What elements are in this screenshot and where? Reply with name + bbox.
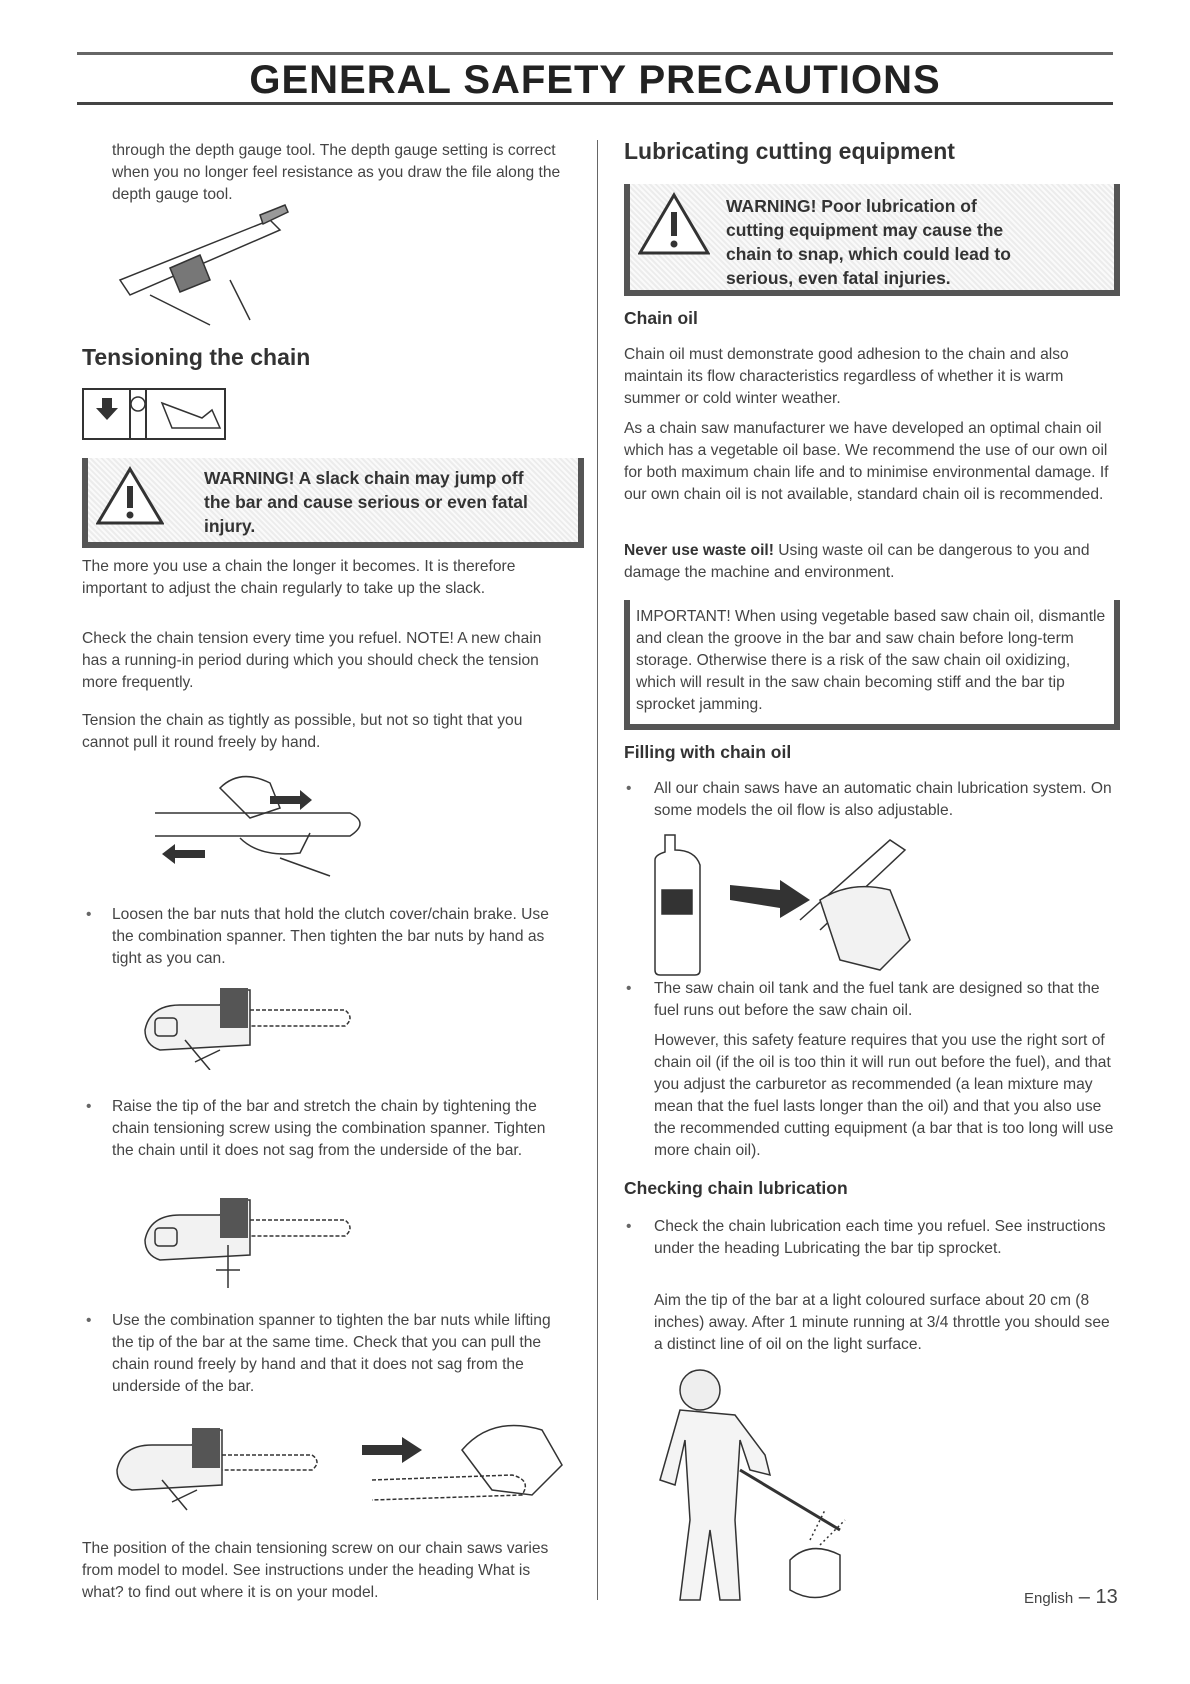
important-box-vegetable-oil <box>624 600 1120 730</box>
section-title-lubricating: Lubricating cutting equipment <box>624 138 955 164</box>
column-divider <box>597 140 598 1600</box>
header-rule-top <box>77 52 1113 55</box>
depth-gauge-illustration <box>110 200 290 330</box>
tighten-screw-illustration <box>140 1190 360 1290</box>
oil-can-and-saw-illustration <box>650 830 950 980</box>
subsection-title-chain-oil: Chain oil <box>624 308 698 328</box>
footer-language: English <box>1024 1590 1074 1607</box>
paragraph-chain-longer: The more you use a chain the longer it becomes. It is therefore important to adjust the chain regularly to take up the slack. <box>82 558 516 597</box>
never-waste-oil-rest: Using waste oil can be dangerous to you and damage the machine and environment. <box>624 542 1090 581</box>
important-text: IMPORTANT! When using vegetable based saw chain oil, dismantle and clean the groove in the bar and saw chain before long-term storage. Otherwise there is a risk of the saw chain oil oxidizing, which will result in the saw chain becoming stiff and the bar tip sprocket jamming. <box>636 608 1106 713</box>
warning-triangle-icon <box>638 192 710 256</box>
page-footer <box>1024 1586 1118 1609</box>
tighten-and-lift-illustration <box>112 1410 572 1520</box>
bullet-check-lubrication: Check the chain lubrication each time you refuel. See instructions under the heading Lubricating the bar tip sprocket. <box>654 1218 1106 1257</box>
section-title-tensioning: Tensioning the chain <box>82 344 311 370</box>
paragraph-check-tension: Check the chain tension every time you refuel. NOTE! A new chain has a running-in period during which you should check the tension more frequently. <box>82 630 542 691</box>
hand-pulling-chain-illustration <box>150 758 380 878</box>
warning-text-slack-chain: WARNING! A slack chain may jump off the bar and cause serious or even fatal injury. <box>204 468 528 536</box>
operator-checking-lubrication-illustration <box>640 1360 860 1610</box>
bullet-marker: • <box>626 980 632 997</box>
warning-text-poor-lubrication: WARNING! Poor lubrication of cutting equipment may cause the chain to snap, which could lead to serious, even fatal injuries. <box>726 196 1011 288</box>
bullet-marker: • <box>86 1312 92 1329</box>
paragraph-tension-tight: Tension the chain as tightly as possible, but not so tight that you cannot pull it round freely by hand. <box>82 712 523 751</box>
paragraph-chain-oil-adhesion: Chain oil must demonstrate good adhesion to the chain and also maintain its flow characteristics regardless of whether it is warm summer or cold winter weather. <box>624 346 1069 407</box>
bullet-loosen-nuts: Loosen the bar nuts that hold the clutch cover/chain brake. Use the combination spanner. Then tighten the bar nuts by hand as tight as you can. <box>112 906 549 967</box>
page-number: 13 <box>1095 1586 1118 1608</box>
symbol-icons-strip <box>82 388 226 440</box>
subsection-title-checking: Checking chain lubrication <box>624 1178 848 1198</box>
paragraph-never-waste-oil <box>624 540 1114 584</box>
paragraph-aim-tip: Aim the tip of the bar at a light coloured surface about 20 cm (8 inches) away. After 1 minute running at 3/4 throttle you should see a distinct line of oil on the light surface. <box>654 1292 1110 1353</box>
paragraph-chain-oil-vegetable: As a chain saw manufacturer we have developed an optimal chain oil which has a vegetable oil base. We recommend the use of our own oil for both maximum chain life and to minimise environmental damage. If our own chain oil is not available, standard chain oil is recommended. <box>624 420 1109 503</box>
bullet-marker: • <box>86 1098 92 1115</box>
bullet-automatic-lubrication: All our chain saws have an automatic chain lubrication system. On some models the oil flow is also adjustable. <box>654 780 1112 819</box>
header-rule-bottom <box>77 102 1113 105</box>
bullet-marker: • <box>626 1218 632 1235</box>
intro-paragraph: through the depth gauge tool. The depth gauge setting is correct when you no longer feel resistance as you draw the file along the depth gauge tool. <box>112 142 561 203</box>
footer-separator: – <box>1073 1586 1096 1608</box>
warning-triangle-icon <box>96 466 164 526</box>
paragraph-screw-position: The position of the chain tensioning screw on our chain saws varies from model to model. See instructions under the heading What is what? to find out where it is on your model. <box>82 1540 549 1601</box>
never-waste-oil-bold: Never use waste oil! <box>624 542 774 559</box>
bullet-marker: • <box>626 780 632 797</box>
paragraph-safety-feature: However, this safety feature requires that you use the right sort of chain oil (if the oil is too thin it will run out before the fuel), and that you adjust the carburetor as recommended (a lean mixture may mean that the fuel lasts longer than the oil) and that you also use the recommended cutting equipment (a bar that is too long will use more chain oil). <box>654 1032 1114 1159</box>
bullet-tank-design: The saw chain oil tank and the fuel tank are designed so that the fuel runs out before the saw chain oil. <box>654 980 1100 1019</box>
bullet-raise-tip: Raise the tip of the bar and stretch the chain by tightening the chain tensioning screw using the combination spanner. Tighten the chain until it does not sag from the underside of the bar. <box>112 1098 546 1159</box>
warning-box-slack-chain <box>82 458 584 548</box>
subsection-title-filling: Filling with chain oil <box>624 742 792 762</box>
loosen-nuts-illustration <box>140 980 360 1070</box>
warning-box-poor-lubrication <box>624 184 1120 296</box>
bullet-marker: • <box>86 906 92 923</box>
page-title: GENERAL SAFETY PRECAUTIONS <box>249 58 941 102</box>
bullet-tighten-nuts: Use the combination spanner to tighten the bar nuts while lifting the tip of the bar at the same time. Check that you can pull the chain round freely by hand and that it does not sag from the underside of the bar. <box>112 1312 551 1395</box>
